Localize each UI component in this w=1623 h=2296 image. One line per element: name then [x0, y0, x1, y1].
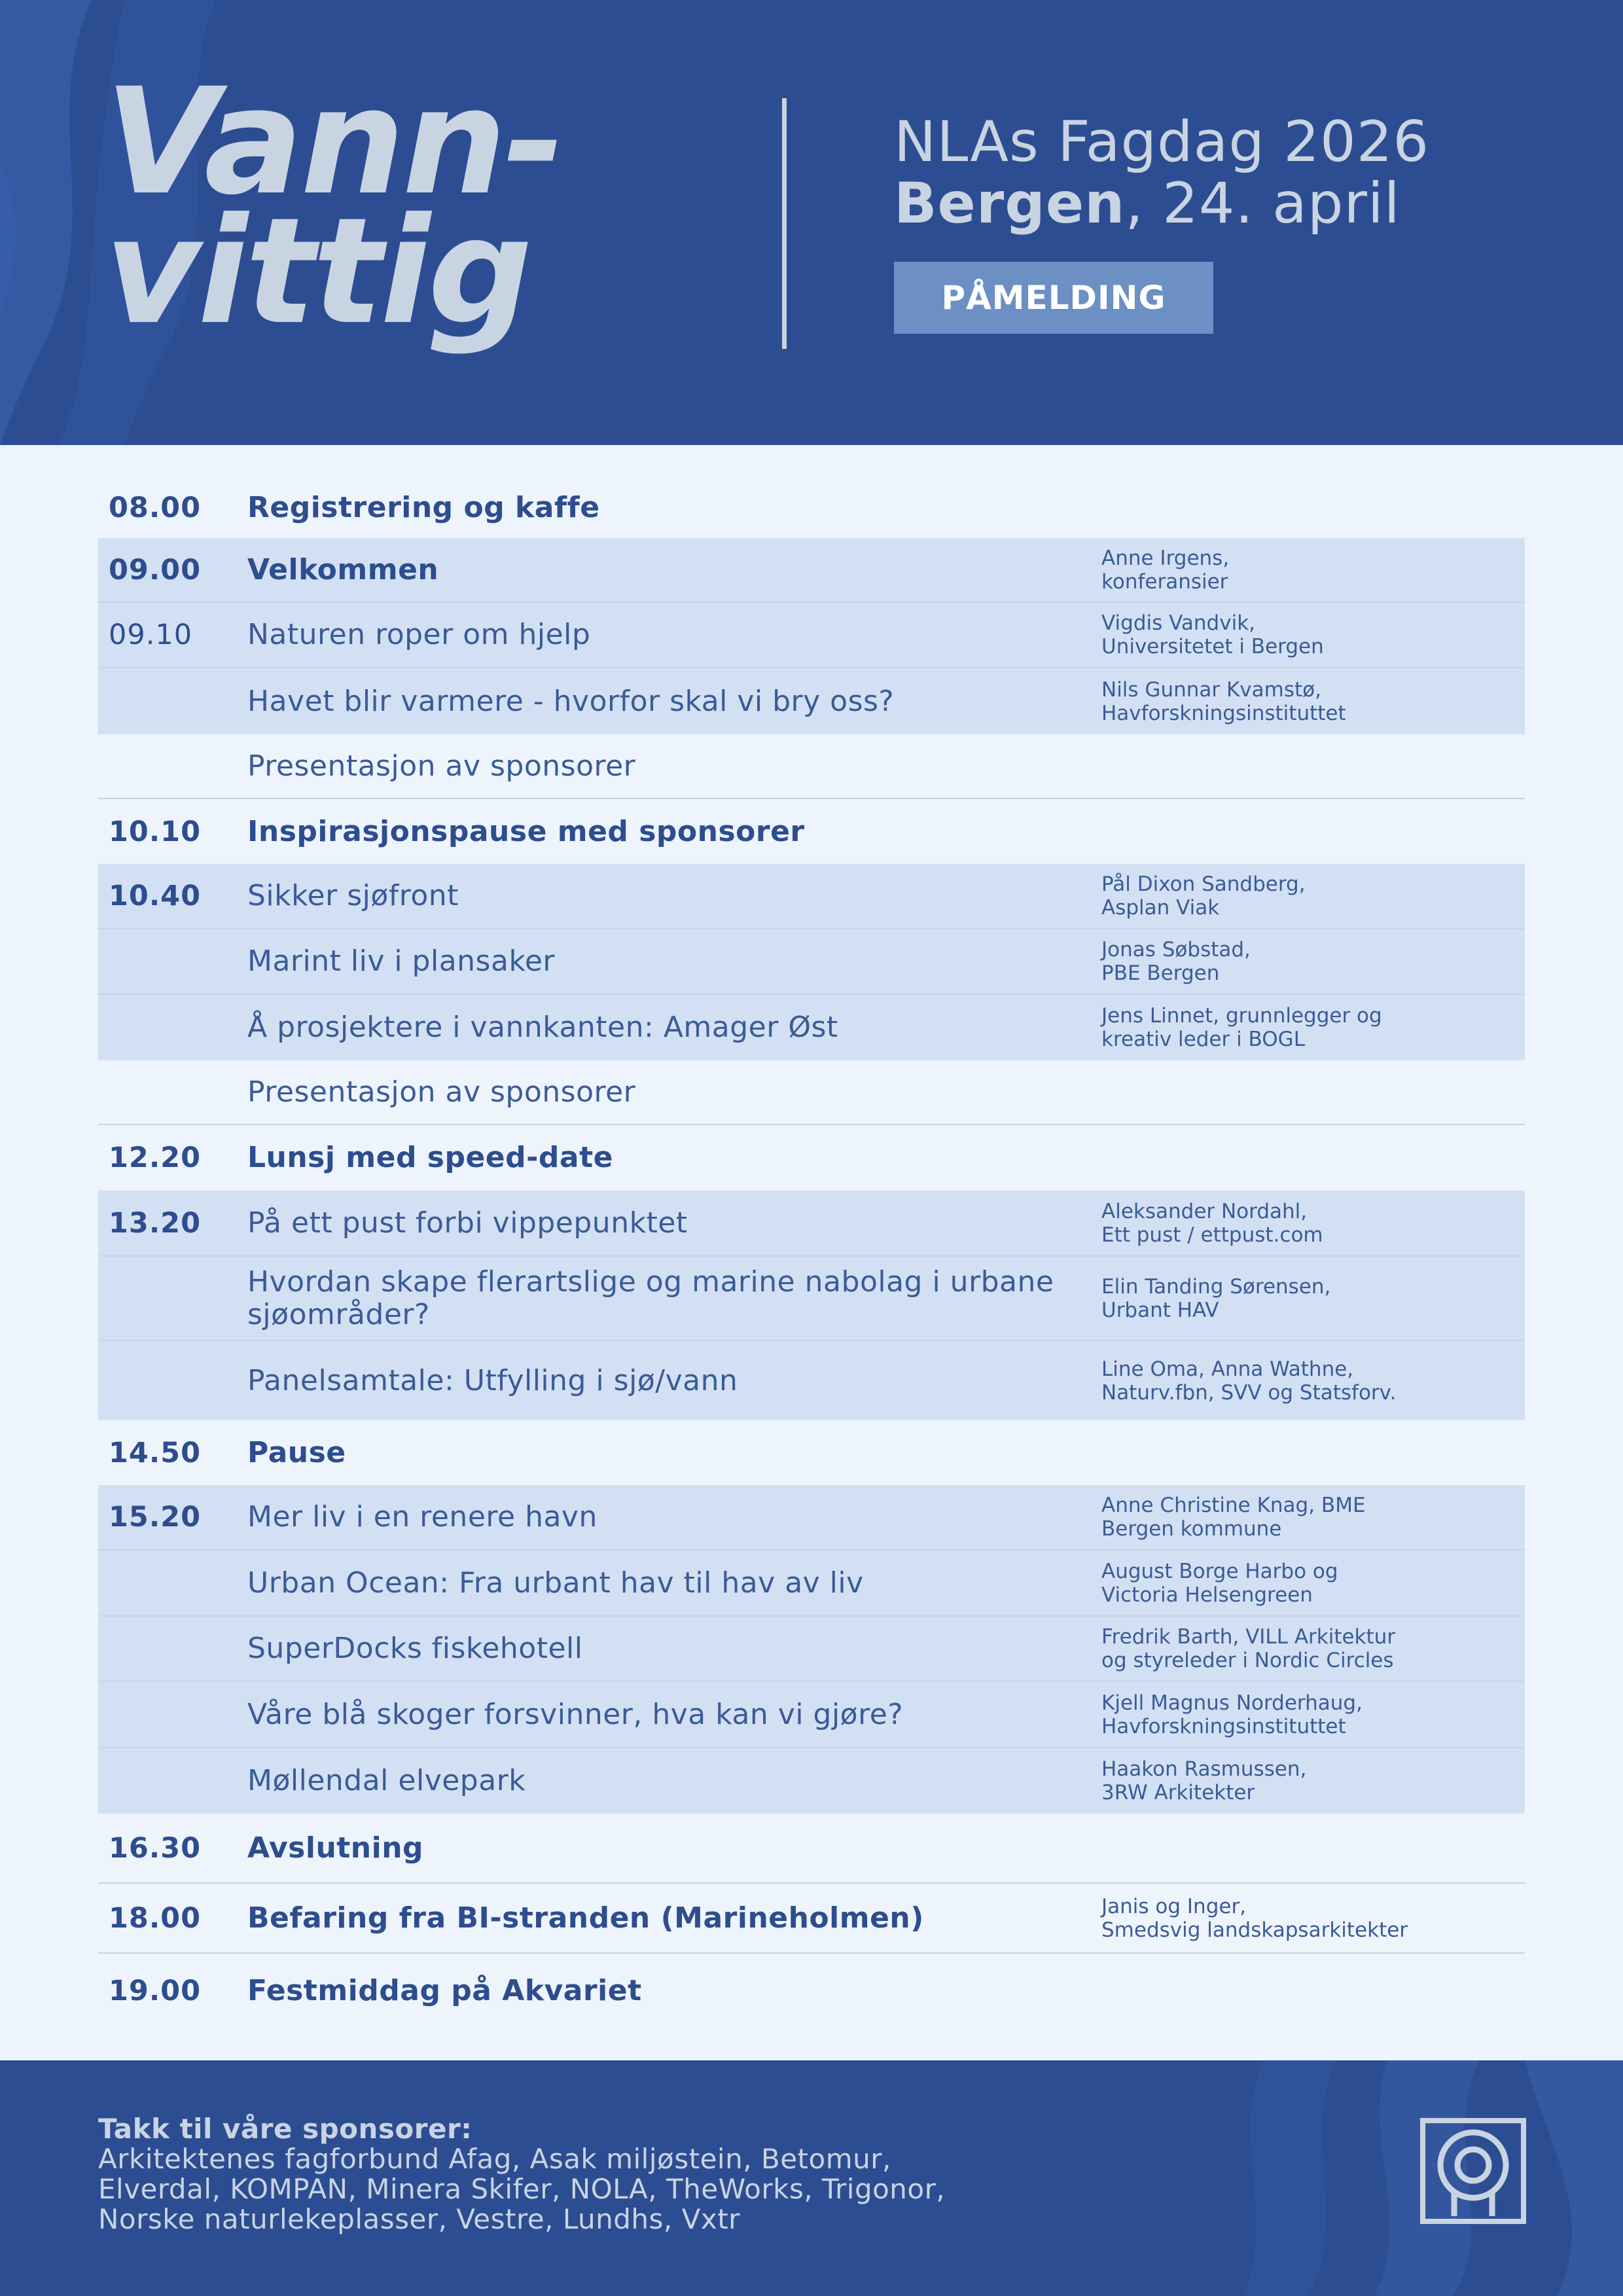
sponsor-line: Arkitektenes fagforbund Afag, Asak miljøstein, Betomur,: [98, 2143, 891, 2175]
speaker-line: Havforskningsinstituttet: [1101, 701, 1346, 725]
schedule-speaker: [1101, 678, 1525, 725]
schedule-speaker: [1101, 1560, 1525, 1607]
speaker-line: Haakon Rasmussen,: [1101, 1757, 1307, 1781]
speaker-line: Urbant HAV: [1101, 1298, 1219, 1322]
speaker-line: 3RW Arkitekter: [1101, 1781, 1255, 1804]
schedule-row: [98, 1257, 1525, 1341]
speaker-line: Universitetet i Bergen: [1101, 635, 1324, 658]
schedule-time: 10.10: [109, 815, 202, 848]
speaker-line: Elin Tanding Sørensen,: [1101, 1274, 1331, 1299]
schedule-row: [98, 864, 1525, 929]
schedule-time: 13.20: [109, 1206, 202, 1240]
schedule-row: [98, 929, 1525, 995]
sponsor-list: [98, 2144, 1113, 2234]
event-city: Bergen: [894, 171, 1126, 236]
schedule-title: Lunsj med speed-date: [247, 1141, 613, 1174]
speaker-line: og styreleder i Nordic Circles: [1101, 1649, 1394, 1672]
schedule-row: [98, 603, 1525, 668]
speaker-line: Havforskningsinstituttet: [1101, 1714, 1346, 1738]
schedule-speaker: [1101, 1275, 1525, 1322]
schedule-time: 16.30: [109, 1831, 202, 1865]
schedule-speaker: [1101, 1004, 1525, 1051]
speaker-line: Bergen kommune: [1101, 1517, 1282, 1541]
schedule-title: Pause: [247, 1435, 346, 1469]
schedule-title: Velkommen: [247, 552, 439, 586]
schedule-row: [98, 1814, 1525, 1884]
header-divider: [782, 98, 787, 349]
schedule-row: [98, 1551, 1525, 1617]
schedule-time: 09.00: [109, 553, 202, 586]
speaker-line: Anne Irgens,: [1101, 546, 1230, 570]
sponsor-line: Norske naturlekeplasser, Vestre, Lundhs, Vxtr: [98, 2203, 740, 2235]
schedule-title: Panelsamtale: Utfylling i sjø/vann: [247, 1363, 738, 1397]
schedule-time: 18.00: [109, 1901, 202, 1935]
event-location-date: [894, 171, 1400, 236]
page-title: [105, 56, 563, 357]
schedule-title: Presentasjon av sponsorer: [247, 749, 636, 783]
schedule-row: [98, 799, 1525, 864]
schedule-row: [98, 1485, 1525, 1551]
schedule-title: Hvordan skape flerartslige og marine nabolag i urbane sjøområder?: [247, 1265, 1054, 1331]
schedule-row: [98, 668, 1525, 734]
speaker-line: kreativ leder i BOGL: [1101, 1028, 1305, 1051]
speaker-line: Naturv.fbn, SVV og Statsforv.: [1101, 1380, 1397, 1405]
schedule-title: Urban Ocean: Fra urbant hav til hav av liv: [247, 1566, 864, 1600]
schedule-title: Avslutning: [247, 1831, 424, 1865]
speaker-line: Line Oma, Anna Wathne,: [1101, 1357, 1354, 1381]
schedule-title: Befaring fra BI-stranden (Marineholmen): [247, 1901, 924, 1935]
speaker-line: August Borge Harbo og: [1101, 1559, 1338, 1583]
schedule-title: Havet blir varmere - hvorfor skal vi bry oss?: [247, 684, 895, 718]
schedule-time: 08.00: [109, 492, 202, 524]
schedule-title: Sikker sjøfront: [247, 879, 459, 912]
schedule-title: Registrering og kaffe: [247, 491, 600, 524]
schedule-time: 14.50: [109, 1436, 202, 1469]
schedule-speaker: [1101, 611, 1525, 658]
schedule-row: [98, 478, 1525, 538]
schedule-row: [98, 1617, 1525, 1682]
schedule-speaker: [1101, 1494, 1525, 1541]
schedule-title: På ett pust forbi vippepunktet: [247, 1206, 688, 1240]
speaker-line: Jonas Søbstad,: [1101, 938, 1251, 961]
speaker-line: Nils Gunnar Kvamstø,: [1101, 677, 1321, 702]
schedule-row: [98, 734, 1525, 799]
sponsor-line: Elverdal, KOMPAN, Minera Skifer, NOLA, TheWorks, Trigonor,: [98, 2173, 946, 2205]
event-date: , 24. april: [1125, 171, 1400, 236]
schedule-time: 19.00: [109, 1975, 202, 2007]
speaker-line: Fredrik Barth, VILL Arkitektur: [1101, 1625, 1396, 1649]
speaker-line: Victoria Helsengreen: [1101, 1583, 1313, 1607]
register-button[interactable]: PÅMELDING: [894, 262, 1213, 334]
schedule-row: [98, 995, 1525, 1060]
schedule-speaker: [1101, 1357, 1525, 1405]
speaker-line: Pål Dixon Sandberg,: [1101, 872, 1306, 896]
nla-logo-icon: [1420, 2118, 1526, 2224]
header-banner: [0, 0, 1623, 445]
schedule-time: 12.20: [109, 1141, 202, 1174]
event-name: NLAs Fagdag 2026: [894, 109, 1430, 175]
schedule-row: [98, 1748, 1525, 1814]
speaker-line: Vigdis Vandvik,: [1101, 611, 1255, 635]
schedule-row: [98, 1125, 1525, 1191]
schedule-title: SuperDocks fiskehotell: [247, 1632, 583, 1665]
schedule-title: Å prosjektere i vannkanten: Amager Øst: [247, 1011, 838, 1044]
schedule-row: [98, 1954, 1525, 2028]
schedule-row: [98, 1884, 1525, 1954]
speaker-line: Jens Linnet, grunnlegger og: [1101, 1004, 1382, 1028]
schedule-title: Møllendal elvepark: [247, 1764, 526, 1797]
program-schedule: [98, 478, 1525, 2028]
schedule-speaker: [1101, 547, 1525, 594]
footer-banner: [0, 2060, 1623, 2296]
schedule-title: Inspirasjonspause med sponsorer: [247, 814, 805, 848]
schedule-speaker: [1101, 1200, 1525, 1247]
schedule-time: 10.40: [109, 880, 202, 912]
schedule-speaker: [1101, 1895, 1525, 1942]
schedule-speaker: [1101, 1757, 1525, 1804]
schedule-row: [98, 1191, 1525, 1257]
speaker-line: konferansier: [1101, 569, 1228, 594]
speaker-line: Anne Christine Knag, BME: [1101, 1494, 1366, 1517]
speaker-line: Kjell Magnus Norderhaug,: [1101, 1691, 1363, 1715]
speaker-line: Asplan Viak: [1101, 896, 1220, 920]
schedule-row: [98, 1682, 1525, 1748]
schedule-title: Mer liv i en renere havn: [247, 1500, 597, 1534]
schedule-row: [98, 1060, 1525, 1125]
sponsor-heading: Takk til våre sponsorer:: [98, 2113, 473, 2145]
speaker-line: Janis og Inger,: [1101, 1894, 1247, 1918]
speaker-line: Aleksander Nordahl,: [1101, 1199, 1308, 1223]
schedule-row: [98, 1420, 1525, 1485]
schedule-speaker: [1101, 938, 1525, 985]
schedule-row: [98, 1341, 1525, 1420]
speaker-line: Smedsvig landskapsarkitekter: [1101, 1918, 1408, 1942]
schedule-title: Naturen roper om hjelp: [247, 618, 591, 651]
schedule-title: Presentasjon av sponsorer: [247, 1075, 636, 1109]
schedule-speaker: [1101, 1625, 1525, 1672]
schedule-time: 15.20: [109, 1501, 202, 1534]
schedule-title: Våre blå skoger forsvinner, hva kan vi gjøre?: [247, 1697, 904, 1731]
title-line-1: Vann-: [105, 56, 563, 227]
speaker-line: PBE Bergen: [1101, 961, 1220, 985]
speaker-line: Ett pust / ettpust.com: [1101, 1223, 1323, 1247]
schedule-time: 09.10: [109, 619, 193, 651]
schedule-title: Festmiddag på Akvariet: [247, 1974, 642, 2007]
schedule-speaker: [1101, 1691, 1525, 1738]
schedule-speaker: [1101, 872, 1525, 920]
schedule-row: [98, 538, 1525, 603]
schedule-title: Marint liv i plansaker: [247, 944, 556, 978]
title-line-2: vittig: [105, 186, 531, 357]
